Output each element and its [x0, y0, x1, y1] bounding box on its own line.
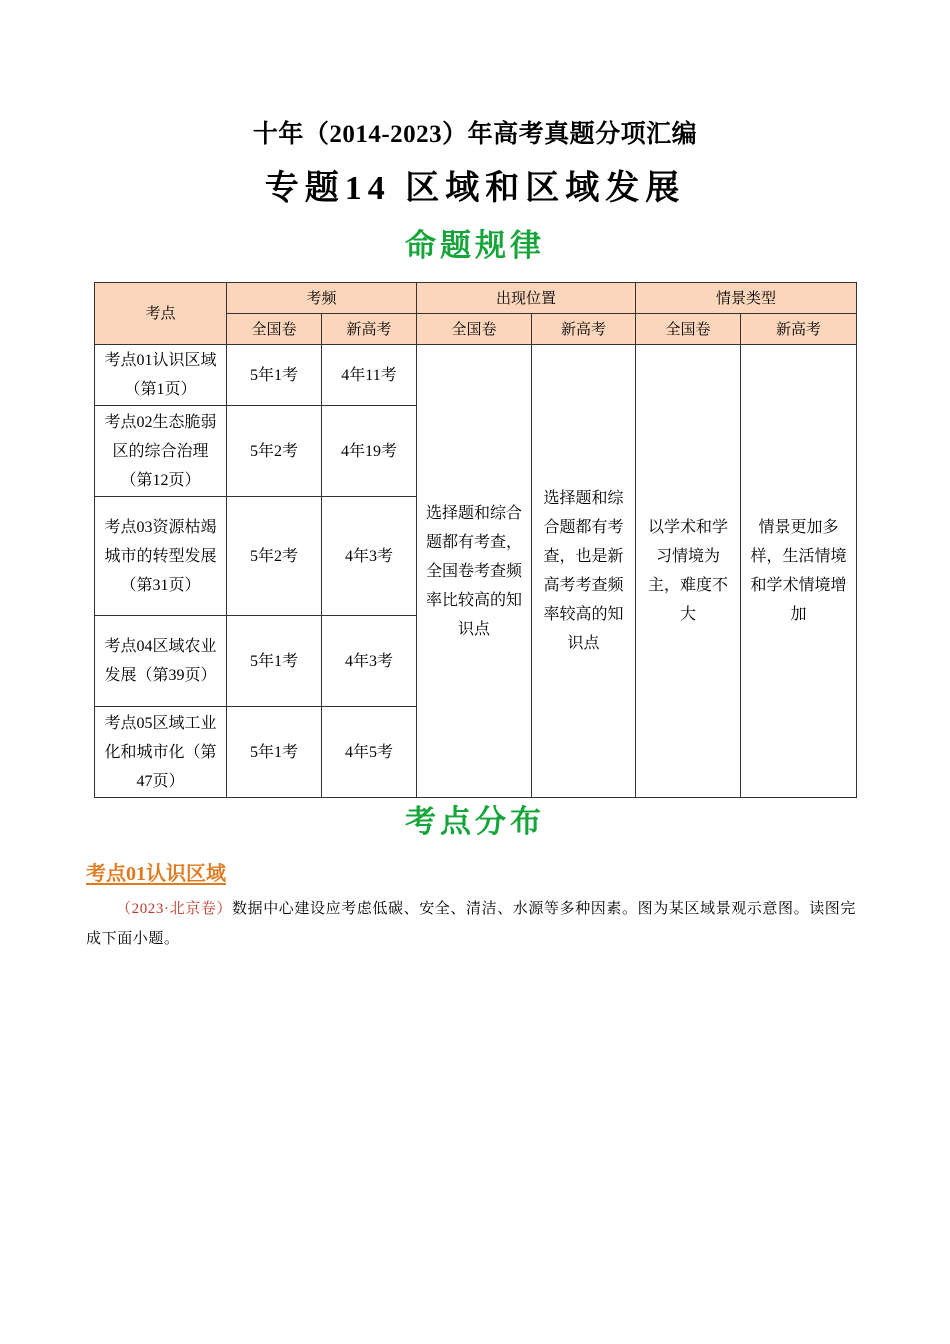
new-frequency-cell: 4年3考 — [322, 497, 417, 616]
national-frequency-cell: 5年2考 — [227, 406, 322, 497]
national-frequency-cell: 5年1考 — [227, 616, 322, 707]
new-frequency-cell: 4年11考 — [322, 345, 417, 406]
subheader-new-gaokao: 新高考 — [532, 314, 636, 345]
question-source: （2023·北京卷） — [116, 901, 232, 917]
new-frequency-cell: 4年3考 — [322, 616, 417, 707]
summary-table — [94, 282, 857, 798]
keypoint-cell: 考点02生态脆弱区的综合治理（第12页） — [95, 406, 227, 497]
national-frequency-cell: 5年2考 — [227, 497, 322, 616]
keypoint-cell: 考点04区域农业发展（第39页） — [95, 616, 227, 707]
position-national-cell: 选择题和综合题都有考查，全国卷考查频率比较高的知识点 — [417, 345, 532, 798]
header-frequency: 考频 — [227, 283, 417, 314]
scenario-new-cell: 情景更加多样，生活情境和学术情境增加 — [741, 345, 857, 798]
series-title: 十年（2014-2023）年高考真题分项汇编 — [252, 121, 698, 148]
keypoint-cell: 考点01认识区域（第1页） — [95, 345, 227, 406]
position-new-cell: 选择题和综合题都有考查，也是新高考考查频率较高的知识点 — [532, 345, 636, 798]
question-paragraph — [86, 894, 866, 954]
topic-title: 专题14 区域和区域发展 — [264, 170, 686, 207]
keypoint-01-title[interactable]: 考点01认识区域 — [86, 863, 226, 885]
header-position: 出现位置 — [417, 283, 636, 314]
rules-heading: 命题规律 — [405, 228, 545, 263]
header-scenario: 情景类型 — [636, 283, 857, 314]
subheader-new-gaokao: 新高考 — [322, 314, 417, 345]
keypoint-cell: 考点05区域工业化和城市化（第47页） — [95, 707, 227, 798]
new-frequency-cell: 4年5考 — [322, 707, 417, 798]
national-frequency-cell: 5年1考 — [227, 707, 322, 798]
subheader-national: 全国卷 — [227, 314, 322, 345]
subheader-national: 全国卷 — [417, 314, 532, 345]
subheader-new-gaokao: 新高考 — [741, 314, 857, 345]
header-keypoint: 考点 — [95, 283, 227, 345]
scenario-national-cell: 以学术和学习情境为主，难度不大 — [636, 345, 741, 798]
distribution-heading: 考点分布 — [405, 804, 545, 839]
subheader-national: 全国卷 — [636, 314, 741, 345]
table-row — [95, 345, 857, 406]
national-frequency-cell: 5年1考 — [227, 345, 322, 406]
keypoint-cell: 考点03资源枯竭城市的转型发展（第31页） — [95, 497, 227, 616]
question-text: 数据中心建设应考虑低碳、安全、清洁、水源等多种因素。图为某区域景观示意图。读图完成下面小题。 — [86, 901, 857, 947]
new-frequency-cell: 4年19考 — [322, 406, 417, 497]
